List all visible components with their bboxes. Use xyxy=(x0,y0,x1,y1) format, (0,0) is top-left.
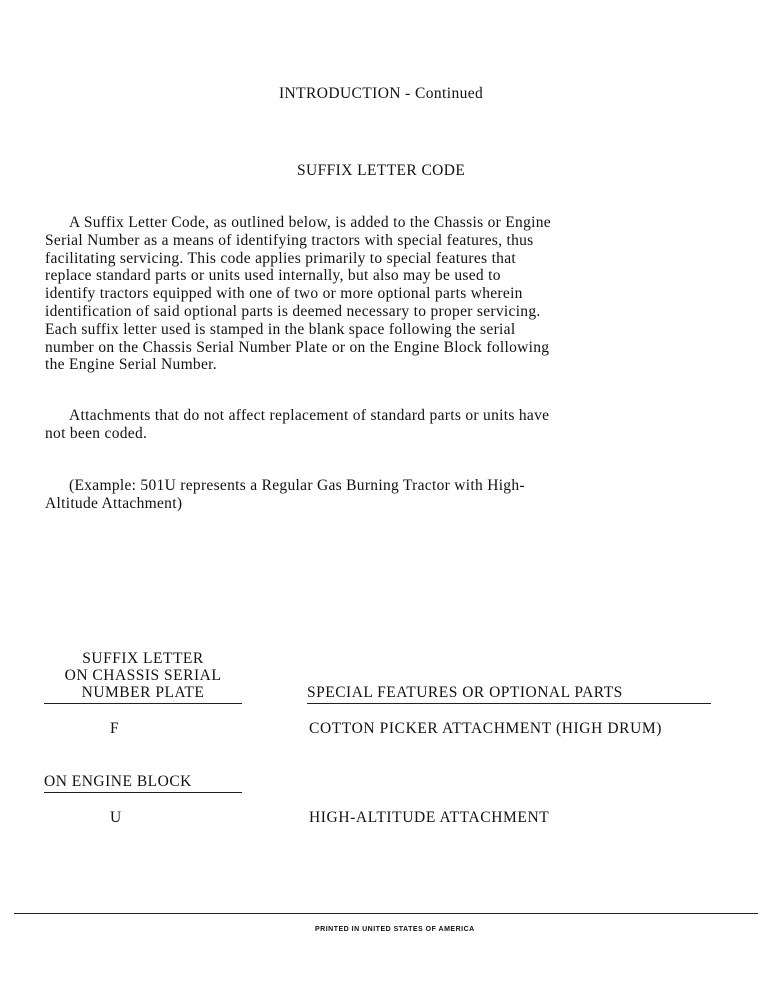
special-features-column-heading: SPECIAL FEATURES OR OPTIONAL PARTS xyxy=(307,684,623,701)
heading-underline xyxy=(44,703,242,704)
section-title: SUFFIX LETTER CODE xyxy=(297,162,466,179)
heading-line: SUFFIX LETTER xyxy=(82,650,204,667)
attachments-line: not been coded. xyxy=(45,424,148,442)
suffix-letter-column-heading xyxy=(44,650,242,701)
heading-underline xyxy=(307,703,711,704)
engine-block-heading: ON ENGINE BLOCK xyxy=(44,773,192,790)
intro-line: identify tractors equipped with one of two or more optional parts wherein xyxy=(45,285,523,303)
heading-underline xyxy=(44,792,242,793)
page-title: INTRODUCTION - Continued xyxy=(279,85,484,102)
intro-line: Each suffix letter used is stamped in the blank space following the serial xyxy=(45,320,516,338)
intro-line: facilitating servicing. This code applies primarily to special features that xyxy=(45,249,517,267)
feature-description: HIGH-ALTITUDE ATTACHMENT xyxy=(309,809,550,826)
heading-line: NUMBER PLATE xyxy=(81,684,205,701)
heading-line: ON CHASSIS SERIAL xyxy=(64,667,222,684)
printed-notice: PRINTED IN UNITED STATES OF AMERICA xyxy=(315,926,475,933)
attachments-paragraph xyxy=(45,407,735,443)
intro-paragraph xyxy=(45,214,735,374)
example-line: Altitude Attachment) xyxy=(45,494,183,512)
attachments-line: Attachments that do not affect replacement of standard parts or units have xyxy=(69,407,550,424)
intro-line: the Engine Serial Number. xyxy=(45,356,217,374)
example-line: (Example: 501U represents a Regular Gas Burning Tractor with High- xyxy=(69,477,525,494)
suffix-letter: U xyxy=(110,809,122,826)
intro-line: number on the Chassis Serial Number Plate or on the Engine Block following xyxy=(45,338,550,356)
intro-line: identification of said optional parts is deemed necessary to proper servicing. xyxy=(45,302,541,320)
intro-line: Serial Number as a means of identifying tractors with special features, thus xyxy=(45,231,534,249)
feature-description: COTTON PICKER ATTACHMENT (HIGH DRUM) xyxy=(309,720,663,737)
example-paragraph xyxy=(45,477,735,513)
intro-line: A Suffix Letter Code, as outlined below, is added to the Chassis or Engine xyxy=(69,214,551,231)
intro-line: replace standard parts or units used internally, but also may be used to xyxy=(45,267,501,285)
suffix-letter: F xyxy=(110,720,120,737)
footer-rule xyxy=(14,913,758,914)
